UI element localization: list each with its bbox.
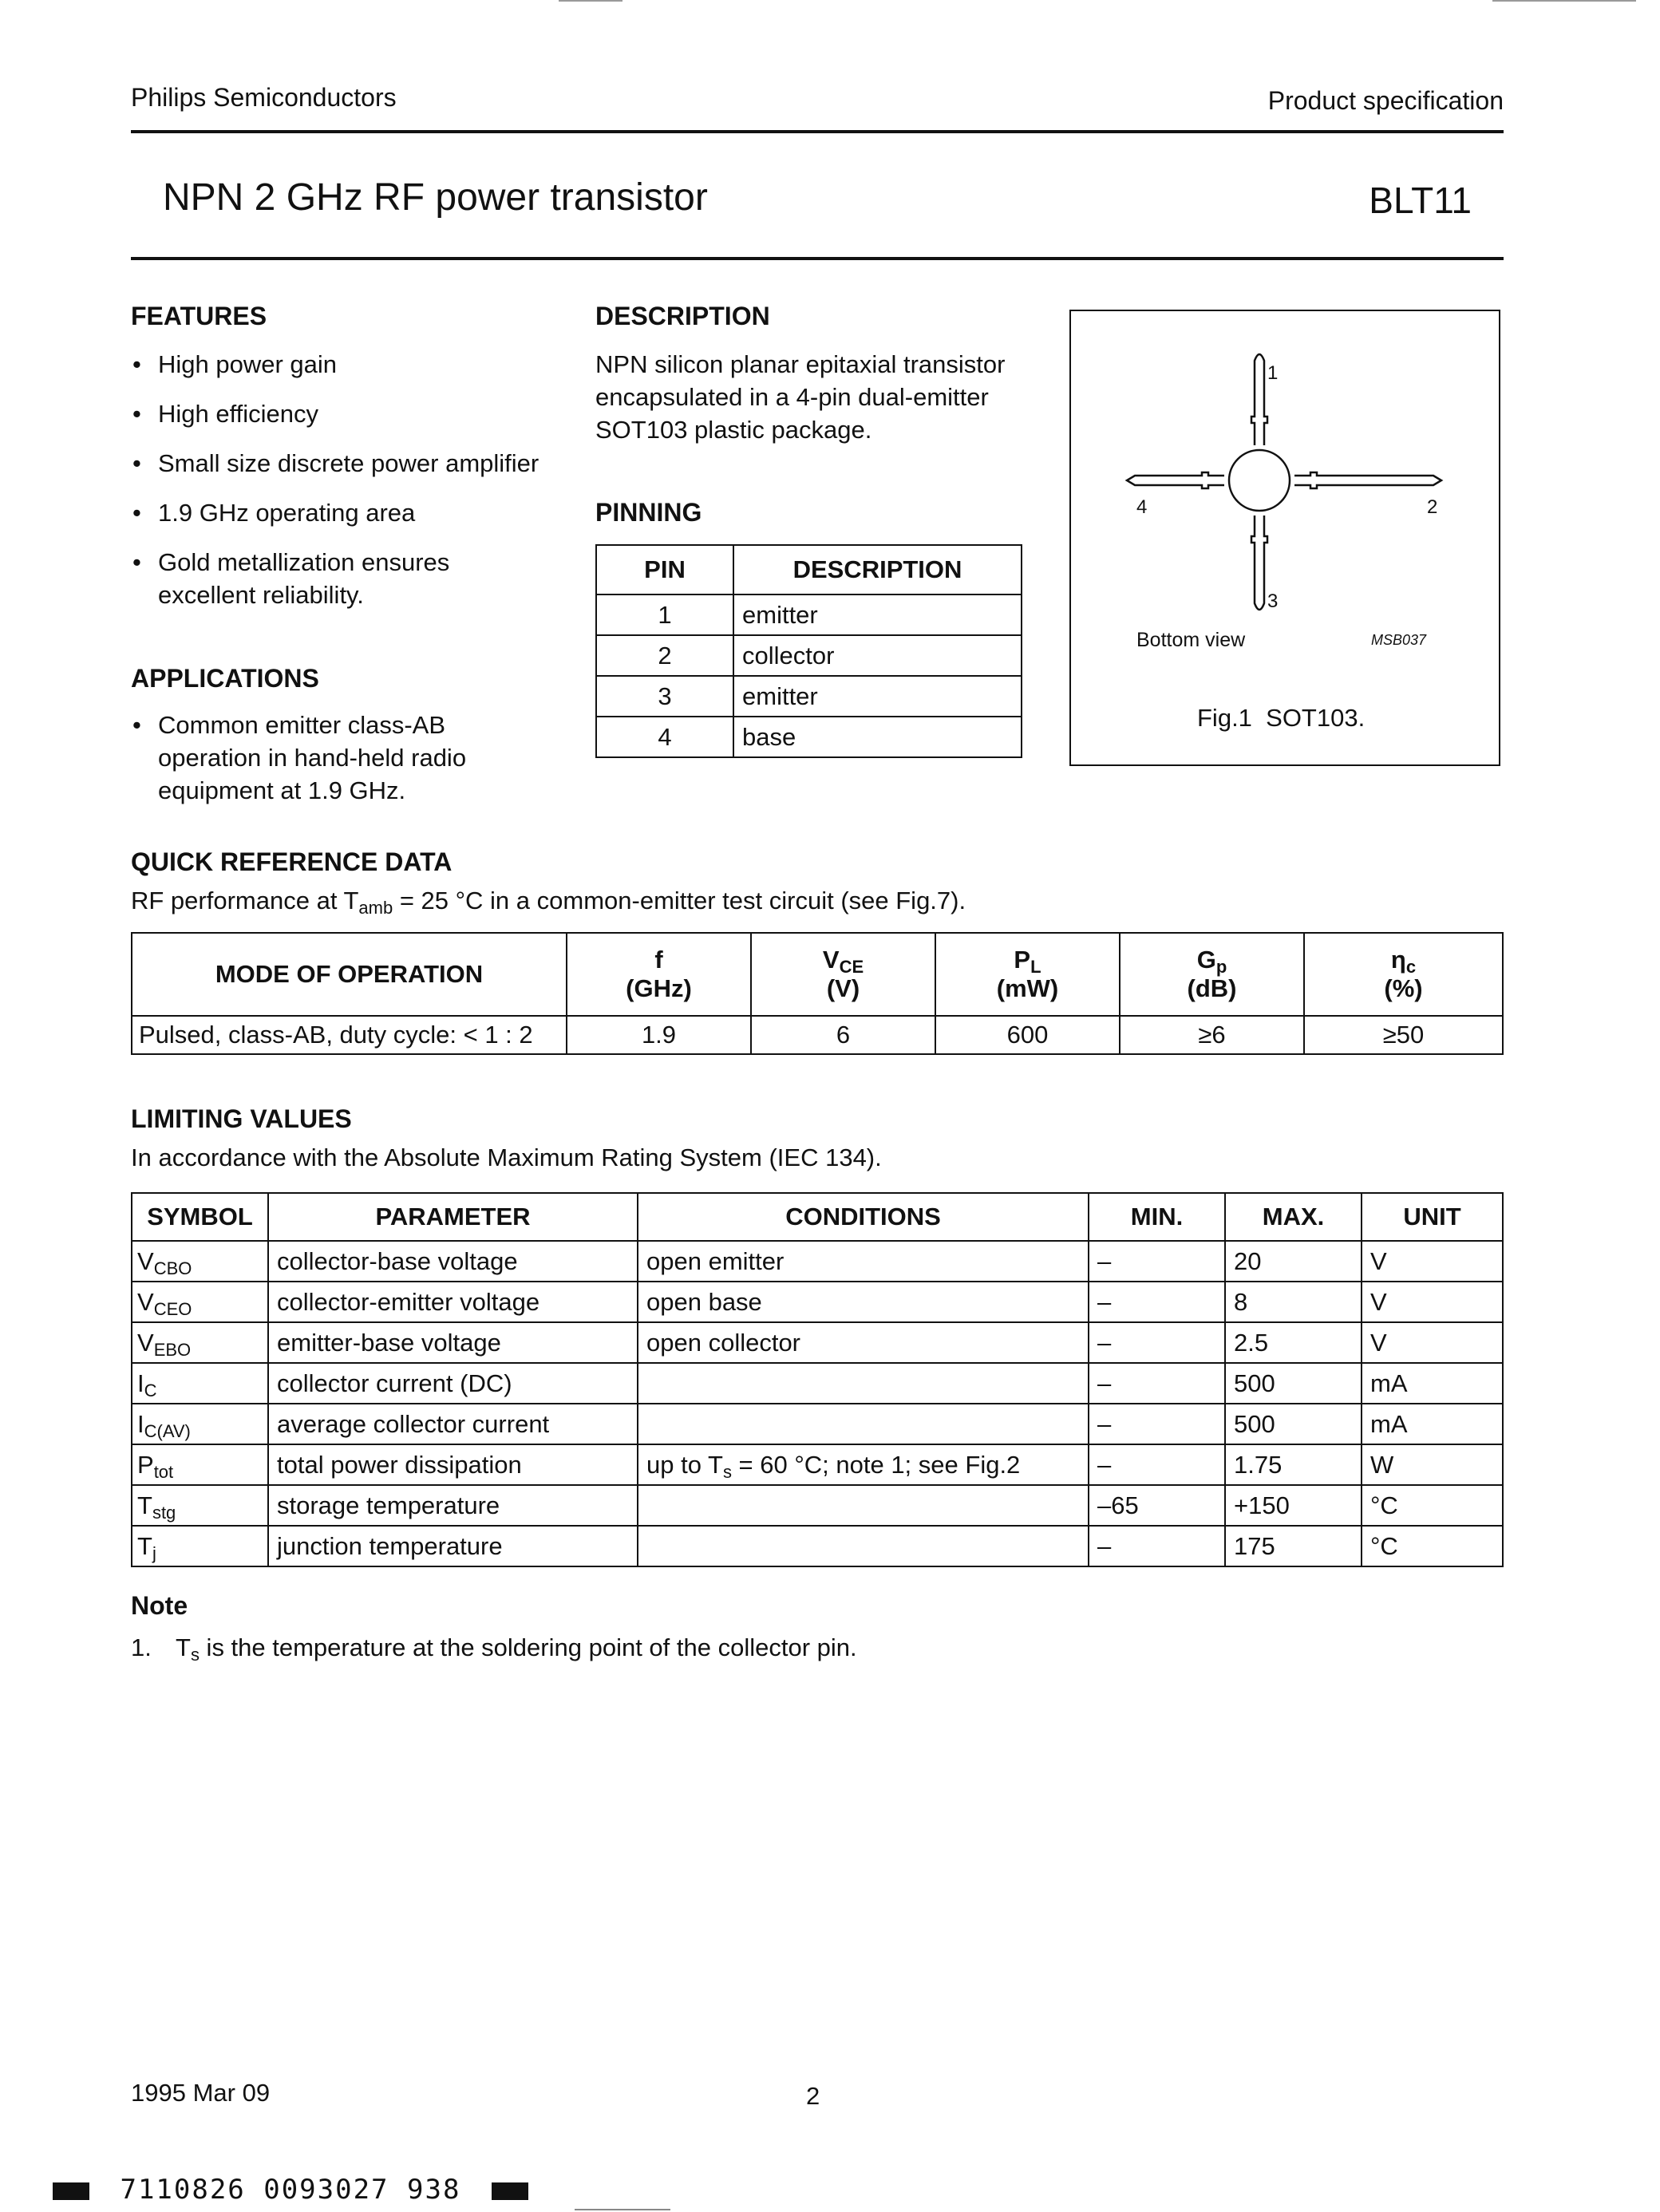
table-header-row [132,933,1503,1016]
table-row [132,1322,1503,1363]
symbol-cell: $I_C$ [132,1363,268,1404]
applications-list [131,709,522,824]
unit-cell: V [1362,1241,1503,1282]
page-number: 2 [806,2082,820,2110]
parameter-cell: collector current (DC) [268,1363,638,1404]
symbol-cell: $P_{tot}$ [132,1444,268,1485]
features-heading: FEATURES [131,302,267,330]
max-cell: 500 [1225,1404,1362,1444]
conditions-cell: open collector [638,1322,1089,1363]
title-rule [131,257,1504,260]
table-cell: Pulsed, class-AB, duty cycle: < 1 : 2 [132,1016,567,1054]
note-heading: Note [131,1591,188,1620]
document-type: Product specification [1267,86,1504,115]
scan-mark [1492,0,1636,2]
unit-cell: mA [1362,1404,1503,1444]
column-header: $P_L$ (mW) [935,933,1120,1016]
table-cell: ≥6 [1120,1016,1304,1054]
column-header: $V_{CE}$ (V) [751,933,935,1016]
column-header: UNIT [1362,1193,1503,1241]
column-header: DESCRIPTION [733,545,1022,594]
pin-number: 1 [596,594,733,635]
column-header: PIN [596,545,733,594]
feature-item: • 1.9 GHz operating area [131,496,578,529]
footer-date: 1995 Mar 09 [131,2079,271,2107]
view-label: Bottom view [1136,629,1246,651]
package-body [1229,450,1290,511]
min-cell: – [1089,1526,1225,1566]
column-header: MIN. [1089,1193,1225,1241]
min-cell: – [1089,1322,1225,1363]
pin-number: 3 [596,676,733,717]
table-row [132,1485,1503,1526]
column-header: MAX. [1225,1193,1362,1241]
page-title: NPN 2 GHz RF power transistor [163,176,708,219]
feature-item: • High efficiency [131,397,578,430]
quick-reference-intro: RF performance at $T_{amb} = 25$ °C in a common-emitter test circuit (see Fig.7). [131,887,966,918]
lead-pin-2 [1294,472,1441,488]
min-cell: – [1089,1404,1225,1444]
table-cell: 6 [751,1016,935,1054]
barcode-block-right [492,2182,528,2200]
min-cell: – [1089,1363,1225,1404]
pin-label-1: 1 [1267,362,1279,384]
unit-cell: V [1362,1282,1503,1322]
conditions-cell [638,1404,1089,1444]
conditions-cell: open base [638,1282,1089,1322]
table-row [596,635,1022,676]
table-row [132,1404,1503,1444]
pin-number: 2 [596,635,733,676]
parameter-cell: storage temperature [268,1485,638,1526]
figure-1-box [1069,310,1500,766]
min-cell: – [1089,1241,1225,1282]
column-header: PARAMETER [268,1193,638,1241]
symbol-cell: $T_{stg}$ [132,1485,268,1526]
table-row [132,1444,1503,1485]
unit-cell: V [1362,1322,1503,1363]
max-cell: 175 [1225,1526,1362,1566]
lead-pin-4 [1127,472,1224,488]
parameter-cell: collector-base voltage [268,1241,638,1282]
pin-description: collector [733,635,1022,676]
parameter-cell: total power dissipation [268,1444,638,1485]
note-text: 1. $T_s$ is the temperature at the soldering point of the collector pin. [131,1633,857,1665]
table-row [596,594,1022,635]
pin-description: base [733,717,1022,757]
barcode-block-left [53,2182,89,2200]
conditions-cell [638,1363,1089,1404]
unit-cell: W [1362,1444,1503,1485]
max-cell: 2.5 [1225,1322,1362,1363]
column-header: SYMBOL [132,1193,268,1241]
symbol-cell: $T_j$ [132,1526,268,1566]
features-list [131,348,578,628]
column-header: CONDITIONS [638,1193,1089,1241]
conditions-cell: open emitter [638,1241,1089,1282]
min-cell: – [1089,1444,1225,1485]
max-cell: +150 [1225,1485,1362,1526]
min-cell: – [1089,1282,1225,1322]
column-header: $\eta_c$ (%) [1304,933,1503,1016]
table-cell: 600 [935,1016,1120,1054]
pinning-heading: PINNING [595,498,702,527]
scan-mark [575,2209,670,2210]
applications-heading: APPLICATIONS [131,664,319,693]
column-header: $G_p$ (dB) [1120,933,1304,1016]
table-cell: ≥50 [1304,1016,1503,1054]
scan-mark [559,0,622,2]
description-heading: DESCRIPTION [595,302,770,330]
table-row [132,1363,1503,1404]
table-row [596,676,1022,717]
limiting-values-table [131,1192,1504,1567]
parameter-cell: junction temperature [268,1526,638,1566]
symbol-cell: $V_{EBO}$ [132,1322,268,1363]
feature-item: • Small size discrete power amplifier [131,447,578,480]
conditions-cell [638,1485,1089,1526]
lead-pin-1 [1251,354,1267,445]
company-name: Philips Semiconductors [131,83,397,112]
table-header-row [132,1193,1503,1241]
conditions-cell: up to $T_s = 60$ °C; note 1; see Fig.2 [638,1444,1089,1485]
column-header: f (GHz) [567,933,751,1016]
description-text: NPN silicon planar epitaxial transistor encapsulated in a 4-pin dual-emitter SOT103 plastic package. [595,350,1006,444]
column-header: MODE OF OPERATION [132,933,567,1016]
pin-description: emitter [733,594,1022,635]
limiting-values-heading: LIMITING VALUES [131,1104,352,1133]
table-header-row [596,545,1022,594]
limiting-values-intro: In accordance with the Absolute Maximum Rating System (IEC 134). [131,1144,882,1171]
table-row [596,717,1022,757]
max-cell: 20 [1225,1241,1362,1282]
feature-item: • High power gain [131,348,578,381]
pin-label-3: 3 [1267,591,1279,612]
table-row [132,1016,1503,1054]
unit-cell: mA [1362,1363,1503,1404]
barcode-strip [53,2174,528,2206]
table-row [132,1282,1503,1322]
quick-reference-heading: QUICK REFERENCE DATA [131,847,453,876]
unit-cell: °C [1362,1485,1503,1526]
pin-label-4: 4 [1136,496,1148,518]
unit-cell: °C [1362,1526,1503,1566]
pin-label-2: 2 [1427,496,1438,518]
quick-reference-table [131,932,1504,1055]
feature-item: • Gold metallization ensures excellent reliability. [131,546,498,611]
header-rule [131,130,1504,133]
part-number: BLT11 [1369,180,1472,221]
parameter-cell: average collector current [268,1404,638,1444]
parameter-cell: collector-emitter voltage [268,1282,638,1322]
sot103-package-drawing [1071,311,1499,764]
parameter-cell: emitter-base voltage [268,1322,638,1363]
max-cell: 1.75 [1225,1444,1362,1485]
max-cell: 500 [1225,1363,1362,1404]
application-item: • Common emitter class-AB operation in hand-held radio equipment at 1.9 GHz. [131,709,522,807]
table-row [132,1241,1503,1282]
min-cell: –65 [1089,1485,1225,1526]
pinning-table [595,544,1022,758]
table-cell: 1.9 [567,1016,751,1054]
conditions-cell [638,1526,1089,1566]
symbol-cell: $V_{CEO}$ [132,1282,268,1322]
figure-code: MSB037 [1371,632,1427,648]
symbol-cell: $I_{C(AV)}$ [132,1404,268,1444]
lead-pin-3 [1251,515,1267,610]
table-row [132,1526,1503,1566]
barcode-text: 7110826 0093027 938 [120,2174,461,2206]
symbol-cell: $V_{CBO}$ [132,1241,268,1282]
max-cell: 8 [1225,1282,1362,1322]
figure-caption: Fig.1 SOT103. [1197,704,1366,732]
pin-number: 4 [596,717,733,757]
pin-description: emitter [733,676,1022,717]
